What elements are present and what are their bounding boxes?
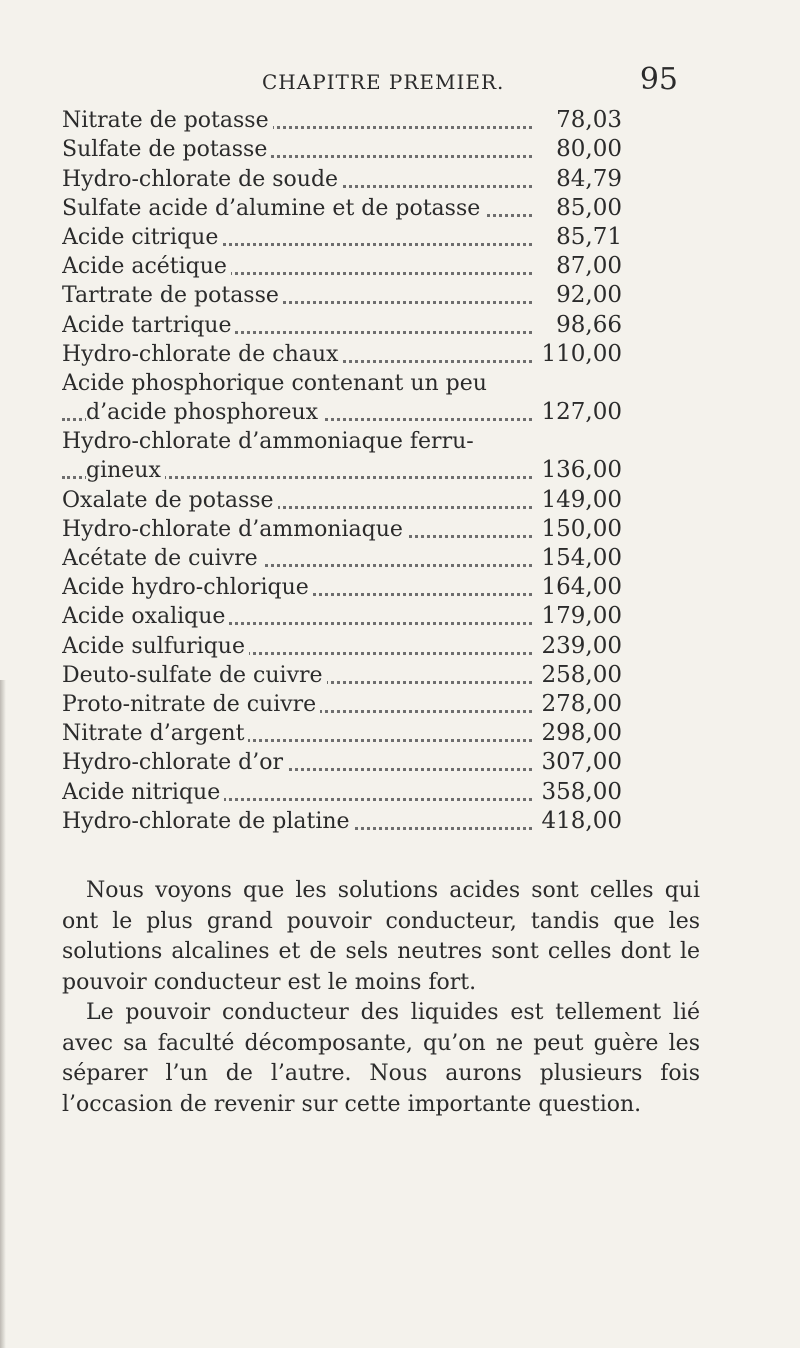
row-name: Proto-nitrate de cuivre — [62, 692, 320, 717]
table-row — [62, 281, 622, 310]
row-name: Nitrate de potasse — [62, 108, 273, 133]
conductivity-table — [62, 106, 622, 836]
row-name: Acide nitrique — [62, 780, 224, 805]
row-name: Sulfate acide d’alumine et de potasse — [62, 196, 484, 221]
row-name: Hydro-chlorate d’ammoniaque — [62, 517, 407, 542]
row-value: 358,00 — [541, 778, 622, 805]
page-number: 95 — [639, 62, 678, 97]
row-name: Acide oxalique — [62, 604, 229, 629]
row-value: 85,71 — [556, 223, 622, 250]
binding-shadow — [0, 680, 6, 1348]
row-value: 150,00 — [541, 515, 622, 542]
row-value: 92,00 — [556, 282, 622, 309]
row-name: Acide citrique — [62, 225, 222, 250]
row-name: Hydro-chlorate de soude — [62, 167, 342, 192]
row-name: Oxalate de potasse — [62, 488, 278, 513]
row-value: 239,00 — [541, 632, 622, 659]
table-row — [62, 427, 622, 485]
row-value: 80,00 — [556, 136, 622, 163]
row-value: 127,00 — [541, 399, 622, 426]
table-row — [62, 106, 622, 135]
page-header — [212, 62, 678, 104]
row-name: Nitrate d’argent — [62, 721, 248, 746]
row-name: Tartrate de potasse — [62, 283, 283, 308]
table-row — [62, 690, 622, 719]
row-value: 258,00 — [541, 661, 622, 688]
row-value: 87,00 — [556, 253, 622, 280]
row-name: Sulfate de potasse — [62, 137, 271, 162]
row-name-line1: Acide phosphorique contenant un peu — [62, 371, 487, 397]
row-name: Hydro-chlorate de platine — [62, 809, 354, 834]
body-text — [62, 876, 700, 1120]
table-row — [62, 631, 622, 660]
paragraph: Le pouvoir conducteur des liquides est tellement lié avec sa faculté décomposante, qu’on ne peut guère les séparer l’un de l’autre. Nous aurons plusieurs fois l’occasion de revenir sur cette importante question. — [62, 1000, 700, 1117]
row-value: 98,66 — [556, 311, 622, 338]
table-row — [62, 807, 622, 836]
row-name-line1: Hydro-chlorate d’ammoniaque ferru- — [62, 429, 474, 455]
row-value: 179,00 — [541, 603, 622, 630]
table-row — [62, 135, 622, 164]
row-name: Acide sulfurique — [62, 634, 249, 659]
table-row — [62, 573, 622, 602]
paragraph: Nous voyons que les solutions acides sont celles qui ont le plus grand pouvoir conducteur, tandis que les solutions alcalines et de sels neutres sont celles dont le pouvoir conducteur est le moins fort. — [62, 878, 700, 995]
table-row — [62, 310, 622, 339]
table-row — [62, 369, 622, 427]
table-row — [62, 661, 622, 690]
row-value: 110,00 — [541, 340, 622, 367]
row-name: Deuto-sulfate de cuivre — [62, 663, 327, 688]
row-value: 418,00 — [541, 807, 622, 834]
table-row — [62, 719, 622, 748]
table-row — [62, 340, 622, 369]
row-value: 278,00 — [541, 690, 622, 717]
row-value: 298,00 — [541, 720, 622, 747]
row-value: 78,03 — [556, 107, 622, 134]
row-name: Acide tartrique — [62, 313, 235, 338]
row-name-line2: gineux — [86, 458, 165, 483]
row-name-line2: d’acide phosphoreux — [86, 400, 322, 425]
table-row — [62, 194, 622, 223]
running-title: CHAPITRE PREMIER. — [262, 70, 505, 94]
row-value: 164,00 — [541, 574, 622, 601]
table-row — [62, 602, 622, 631]
table-row — [62, 223, 622, 252]
row-value: 307,00 — [541, 749, 622, 776]
row-name: Hydro-chlorate de chaux — [62, 342, 342, 367]
table-row — [62, 748, 622, 777]
table-row — [62, 777, 622, 806]
row-value: 154,00 — [541, 545, 622, 572]
row-value: 149,00 — [541, 486, 622, 513]
row-value: 85,00 — [556, 194, 622, 221]
table-row — [62, 252, 622, 281]
table-row — [62, 485, 622, 514]
row-name: Acide hydro-chlorique — [62, 575, 313, 600]
row-value: 136,00 — [541, 457, 622, 484]
table-row — [62, 544, 622, 573]
row-value: 84,79 — [556, 165, 622, 192]
table-row — [62, 164, 622, 193]
table-row — [62, 515, 622, 544]
row-name: Acide acétique — [62, 254, 231, 279]
row-name: Acétate de cuivre — [62, 546, 262, 571]
row-name: Hydro-chlorate d’or — [62, 750, 287, 775]
